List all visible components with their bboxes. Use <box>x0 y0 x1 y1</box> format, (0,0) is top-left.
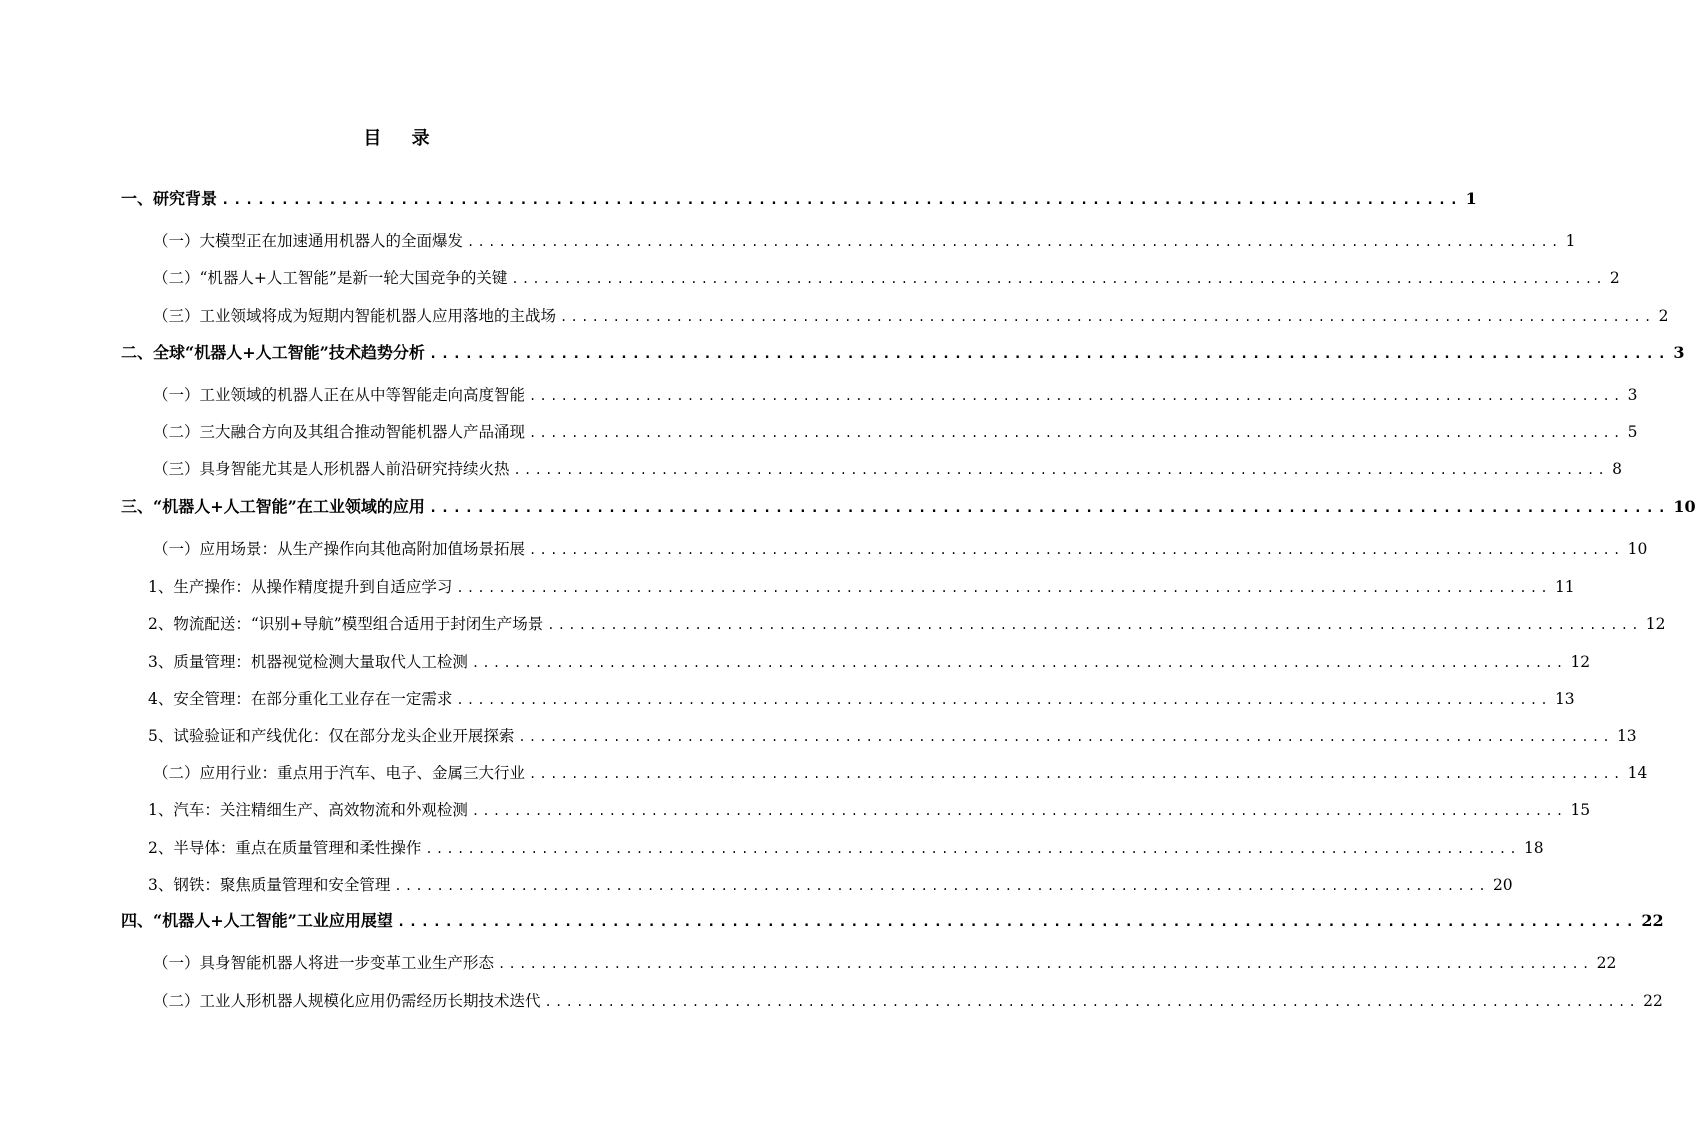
toc-entry[interactable] <box>153 383 1638 409</box>
toc-entry-page: 13 <box>1616 727 1637 745</box>
toc-entry-text: 2、半导体：重点在质量管理和柔性操作 <box>148 839 422 857</box>
toc-entry[interactable] <box>153 457 1622 483</box>
toc-entry[interactable] <box>153 266 1620 292</box>
dot-leader: ........................................................................................................ <box>471 656 1567 670</box>
dot-leader: ........................................................................................................ <box>221 192 1462 208</box>
dot-leader: ........................................................................................................ <box>529 767 1624 781</box>
toc-entry-text: （二）应用行业：重点用于汽车、电子、金属三大行业 <box>153 764 526 782</box>
toc-entry-page: 13 <box>1554 690 1575 708</box>
toc-entry[interactable] <box>148 612 1666 638</box>
toc-entry-text: （二）工业人形机器人规模化应用仍需经历长期技术迭代 <box>153 992 541 1010</box>
toc-entry[interactable] <box>153 420 1638 446</box>
toc-entry-page: 10 <box>1673 497 1696 516</box>
toc-entry-page: 14 <box>1627 764 1648 782</box>
toc-entry-page: 10 <box>1627 540 1648 558</box>
toc-entry-page: 2 <box>1658 307 1669 325</box>
toc-entry-page: 12 <box>1570 653 1591 671</box>
toc-entry-page: 2 <box>1609 269 1620 287</box>
dot-leader: ........................................................................................................ <box>471 804 1567 818</box>
dot-leader: ........................................................................................................ <box>428 346 1670 362</box>
toc-entry-text: （一）大模型正在加速通用机器人的全面爆发 <box>153 232 464 250</box>
toc-entry-page: 22 <box>1643 992 1663 1010</box>
dot-leader: ........................................................................................................ <box>456 693 1551 707</box>
dot-leader: ........................................................................................................ <box>425 842 1520 856</box>
dot-leader: ........................................................................................................ <box>529 426 1624 440</box>
dot-leader: ........................................................................................................ <box>511 272 1606 286</box>
toc-entry[interactable] <box>153 537 1648 563</box>
toc-entry-text: （一）应用场景：从生产操作向其他高附加值场景拓展 <box>153 540 526 558</box>
toc-entry-page: 1 <box>1565 232 1576 250</box>
toc-entry-text: （一）具身智能机器人将进一步变革工业生产形态 <box>153 954 495 972</box>
toc-entry[interactable] <box>153 304 1669 330</box>
toc-entry-text: 3、质量管理：机器视觉检测大量取代人工检测 <box>148 653 468 671</box>
toc-entry-page: 8 <box>1612 460 1622 478</box>
toc-entry-page: 11 <box>1554 578 1575 596</box>
dot-leader: ........................................................................................................ <box>428 500 1670 516</box>
toc-entry-page: 5 <box>1627 423 1638 441</box>
toc-entry[interactable] <box>121 186 1477 212</box>
dot-leader: ........................................................................................................ <box>560 310 1655 324</box>
toc-entry-page: 22 <box>1596 954 1617 972</box>
toc-entry-text: （三）具身智能尤其是人形机器人前沿研究持续火热 <box>153 460 510 478</box>
toc-entry-page: 12 <box>1645 615 1666 633</box>
dot-leader: ........................................................................................................ <box>396 914 1638 930</box>
toc-entry[interactable] <box>153 761 1648 787</box>
toc-entry[interactable] <box>148 873 1513 899</box>
toc-entry[interactable] <box>148 724 1637 750</box>
toc-entry-page: 22 <box>1641 911 1664 930</box>
toc-entry-text: 三、“机器人+人工智能”在工业领域的应用 <box>121 497 425 516</box>
toc-entry-text: 四、“机器人+人工智能”工业应用展望 <box>121 911 393 930</box>
toc-entry[interactable] <box>148 798 1591 824</box>
toc-entry[interactable] <box>153 229 1576 255</box>
toc-entry-text: 1、生产操作：从操作精度提升到自适应学习 <box>148 578 453 596</box>
toc-entry-page: 15 <box>1570 801 1591 819</box>
toc-entry-text: 4、安全管理：在部分重化工业存在一定需求 <box>148 690 453 708</box>
dot-leader: ........................................................................................................ <box>456 581 1551 595</box>
toc-entry-text: （三）工业领域将成为短期内智能机器人应用落地的主战场 <box>153 307 557 325</box>
toc-entry-text: 1、汽车：关注精细生产、高效物流和外观检测 <box>148 801 468 819</box>
dot-leader: ........................................................................................................ <box>529 389 1624 403</box>
dot-leader: ........................................................................................................ <box>544 995 1640 1009</box>
toc-entry-text: （二）三大融合方向及其组合推动智能机器人产品涌现 <box>153 423 526 441</box>
toc-entry[interactable] <box>153 951 1617 977</box>
dot-leader: ........................................................................................................ <box>518 730 1613 744</box>
toc-entry-page: 3 <box>1627 386 1638 404</box>
toc-entry[interactable] <box>153 989 1663 1015</box>
toc-entry-page: 1 <box>1465 189 1477 208</box>
toc-entry-text: （二）“机器人+人工智能”是新一轮大国竞争的关键 <box>153 269 508 287</box>
dot-leader: ........................................................................................................ <box>547 618 1642 632</box>
toc-entry-text: 2、物流配送：“识别+导航”模型组合适用于封闭生产场景 <box>148 615 544 633</box>
toc-entry-text: 5、试验验证和产线优化：仅在部分龙头企业开展探索 <box>148 727 515 745</box>
dot-leader: ........................................................................................................ <box>394 879 1489 893</box>
toc-entry[interactable] <box>148 575 1575 601</box>
toc-entry[interactable] <box>121 340 1685 366</box>
toc-entry[interactable] <box>121 494 1696 520</box>
toc-entry-text: 一、研究背景 <box>121 189 218 208</box>
toc-entry[interactable] <box>148 687 1575 713</box>
toc-entry[interactable] <box>121 908 1664 934</box>
dot-leader: ........................................................................................................ <box>513 463 1609 477</box>
toc-entry-text: 二、全球“机器人+人工智能”技术趋势分析 <box>121 343 425 362</box>
toc-entry-page: 18 <box>1523 839 1544 857</box>
dot-leader: ........................................................................................................ <box>529 543 1624 557</box>
dot-leader: ........................................................................................................ <box>467 235 1562 249</box>
toc-entry-page: 20 <box>1492 876 1513 894</box>
toc-entry[interactable] <box>148 836 1544 862</box>
dot-leader: ........................................................................................................ <box>498 957 1593 971</box>
toc-title: 目 录 <box>363 128 442 149</box>
toc-entry[interactable] <box>148 650 1591 676</box>
toc-entry-text: （一）工业领域的机器人正在从中等智能走向高度智能 <box>153 386 526 404</box>
toc-entry-page: 3 <box>1673 343 1685 362</box>
toc-entry-text: 3、钢铁：聚焦质量管理和安全管理 <box>148 876 391 894</box>
